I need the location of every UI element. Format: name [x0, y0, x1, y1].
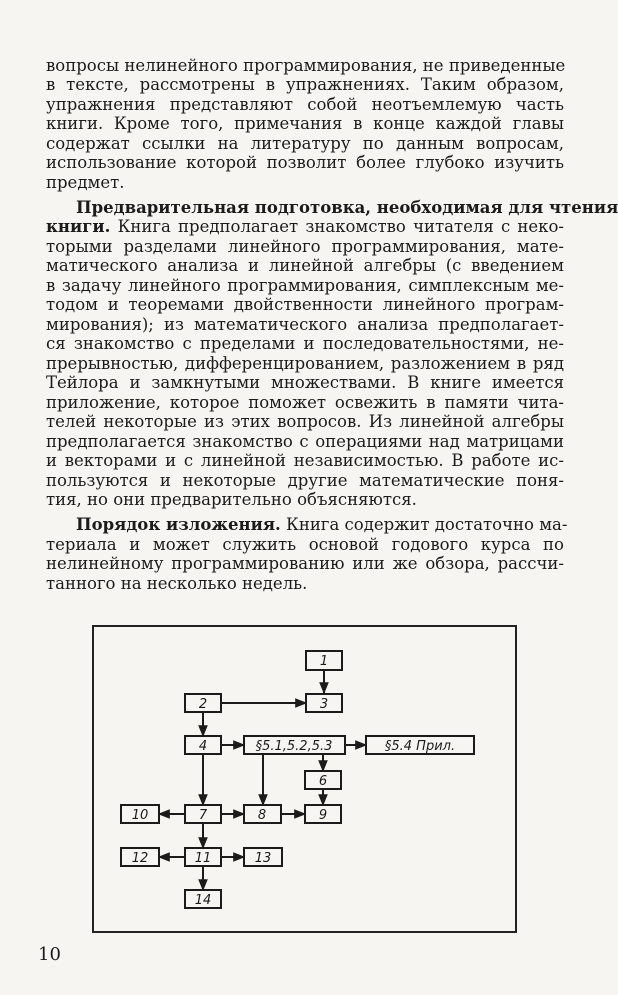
box-8: [244, 805, 281, 823]
box-label: 6: [318, 774, 328, 789]
box-label: §5.4 Прил.: [384, 739, 456, 754]
text-line: приложение, которое поможет освежить в памяти чита-: [46, 393, 564, 412]
text-line: упражнения представляют собой неотъемлемую часть: [46, 95, 564, 114]
text-line: танного на несколько недель.: [46, 574, 308, 593]
box-label: 3: [319, 697, 329, 712]
box-label: 7: [198, 808, 208, 823]
box-13: [244, 848, 282, 866]
box-6: [305, 771, 341, 789]
section-heading-end: книги.: [46, 217, 111, 236]
text-line: вопросы нелинейного программирования, не приведенные: [46, 56, 566, 75]
text-line: прерывностью, дифференцированием, разложением в ряд: [46, 354, 564, 373]
box-label: 4: [198, 739, 208, 754]
text-line: предмет.: [46, 173, 125, 192]
text-line: нелинейному программированию или же обзора, рассчи-: [46, 554, 564, 573]
box-section-5-4-appendix: [366, 736, 474, 754]
box-12: [121, 848, 159, 866]
text-line: пользуются и некоторые другие математические поня-: [46, 471, 564, 490]
box-sections-5-1-5-3: [244, 736, 345, 754]
text-line: ся знакомство с пределами и последовательностями, не-: [46, 334, 564, 353]
box-10: [121, 805, 159, 823]
box-2: [185, 694, 221, 712]
box-3: [306, 694, 342, 712]
box-label: 9: [318, 808, 328, 823]
text-run: Книга предполагает знакомство читателя с неко-: [117, 217, 564, 236]
text-line: предполагается знакомство с операциями над матрицами: [46, 432, 564, 451]
text-line: торыми разделами линейного программирования, мате-: [46, 237, 564, 256]
text-line: мирования); из математического анализа предполагает-: [46, 315, 564, 334]
box-label: 10: [131, 808, 149, 823]
text-line: телей некоторые из этих вопросов. Из линейной алгебры: [46, 412, 564, 431]
text-line: тия, но они предварительно объясняются.: [46, 490, 417, 509]
text-line: тодом и теоремами двойственности линейного програм-: [46, 295, 564, 314]
box-label: 8: [257, 808, 267, 823]
text-line: матического анализа и линейной алгебры (с введением: [46, 256, 564, 275]
box-label: 14: [194, 893, 212, 908]
box-label: §5.1,5.2,5.3: [255, 739, 333, 754]
box-4: [185, 736, 221, 754]
text-line: содержат ссылки на литературу по данным вопросам,: [46, 134, 564, 153]
text-line: териала и может служить основой годового курса по: [46, 535, 564, 554]
section-heading: Предварительная подготовка, необходимая для чтения: [76, 198, 618, 217]
box-label: 1: [319, 654, 329, 669]
box-7: [185, 805, 221, 823]
box-label: 2: [198, 697, 208, 712]
text-line: и векторами и с линейной независимостью. В работе ис-: [46, 451, 564, 470]
box-9: [305, 805, 341, 823]
box-14: [185, 890, 221, 908]
box-label: 12: [131, 851, 149, 866]
text-line: в задачу линейного программирования, симплексным ме-: [46, 276, 564, 295]
box-label: 11: [194, 851, 212, 866]
section-heading: Порядок изложения.: [76, 515, 281, 534]
text-run: Книга содержит достаточно ма-: [286, 515, 568, 534]
box-label: 13: [254, 851, 272, 866]
text-line: книги. Кроме того, примечания в конце каждой главы: [46, 114, 564, 133]
text-line: использование которой позволит более глубоко изучить: [46, 153, 564, 172]
box-11: [185, 848, 221, 866]
text-line: в тексте, рассмотрены в упражнениях. Таким образом,: [46, 75, 564, 94]
page-number: 10: [38, 944, 61, 965]
box-1: [306, 651, 342, 670]
text-line: Тейлора и замкнутыми множествами. В книге имеется: [46, 373, 564, 392]
